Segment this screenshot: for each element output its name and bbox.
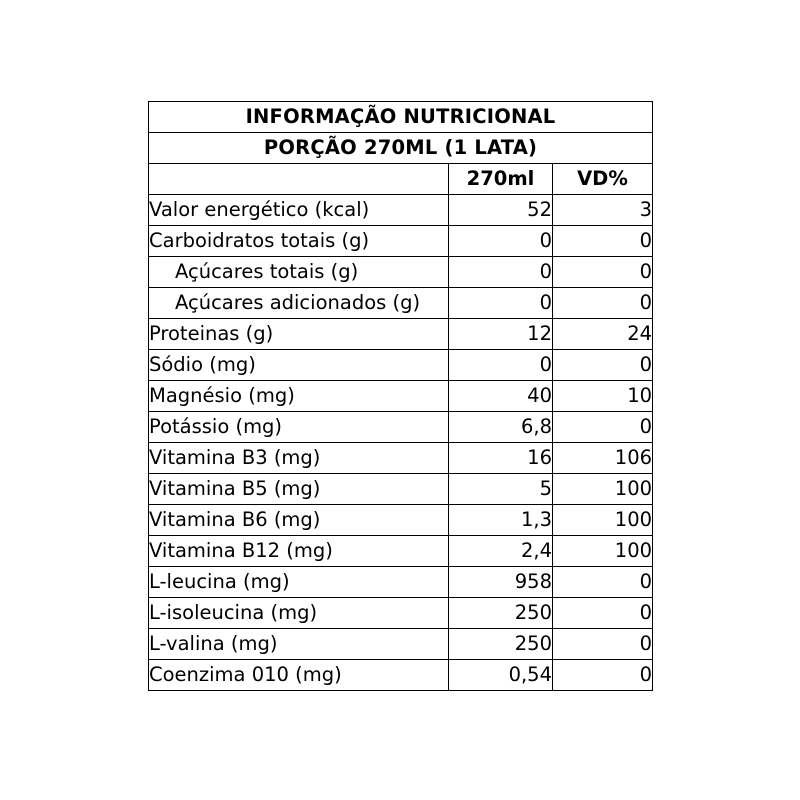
nutrient-label: L-leucina (mg) (149, 567, 449, 598)
nutrient-vd: 0 (553, 257, 653, 288)
nutrient-label: Vitamina B3 (mg) (149, 443, 449, 474)
nutrient-vd: 0 (553, 412, 653, 443)
column-header-amount: 270ml (449, 164, 553, 195)
nutrient-vd: 0 (553, 350, 653, 381)
nutrient-vd: 10 (553, 381, 653, 412)
nutrient-label: Potássio (mg) (149, 412, 449, 443)
table-row (149, 443, 653, 474)
table-serving-row (149, 133, 653, 164)
table-row (149, 567, 653, 598)
table-row (149, 288, 653, 319)
nutrient-amount: 40 (449, 381, 553, 412)
table-row (149, 381, 653, 412)
column-header-vd: VD% (553, 164, 653, 195)
nutrient-label: Carboidratos totais (g) (149, 226, 449, 257)
nutrient-vd: 0 (553, 629, 653, 660)
nutrient-vd: 100 (553, 505, 653, 536)
nutrient-amount: 0 (449, 257, 553, 288)
nutrition-facts-panel (148, 101, 652, 691)
table-row (149, 350, 653, 381)
nutrient-amount: 250 (449, 629, 553, 660)
serving-size: PORÇÃO 270ML (1 LATA) (149, 133, 653, 164)
nutrient-amount: 0,54 (449, 660, 553, 691)
nutrient-amount: 52 (449, 195, 553, 226)
nutrient-vd: 0 (553, 226, 653, 257)
nutrient-label: Vitamina B5 (mg) (149, 474, 449, 505)
nutrient-label: L-valina (mg) (149, 629, 449, 660)
nutrient-amount: 16 (449, 443, 553, 474)
nutrient-label: Açúcares totais (g) (149, 257, 449, 288)
table-header-row (149, 164, 653, 195)
nutrient-amount: 5 (449, 474, 553, 505)
nutrient-label: Proteinas (g) (149, 319, 449, 350)
nutrient-label: Vitamina B12 (mg) (149, 536, 449, 567)
nutrient-label: Valor energético (kcal) (149, 195, 449, 226)
nutrient-label: Açúcares adicionados (g) (149, 288, 449, 319)
nutrient-vd: 100 (553, 474, 653, 505)
nutrient-amount: 0 (449, 350, 553, 381)
nutrient-amount: 0 (449, 288, 553, 319)
table-row (149, 257, 653, 288)
nutrient-vd: 24 (553, 319, 653, 350)
table-title: INFORMAÇÃO NUTRICIONAL (149, 102, 653, 133)
table-row (149, 598, 653, 629)
table-row (149, 660, 653, 691)
nutrient-amount: 0 (449, 226, 553, 257)
nutrient-label: Sódio (mg) (149, 350, 449, 381)
nutrient-amount: 2,4 (449, 536, 553, 567)
nutrient-vd: 0 (553, 288, 653, 319)
nutrient-label: Vitamina B6 (mg) (149, 505, 449, 536)
table-title-row (149, 102, 653, 133)
nutrition-facts-table (148, 101, 653, 691)
nutrient-label: L-isoleucina (mg) (149, 598, 449, 629)
nutrient-vd: 3 (553, 195, 653, 226)
column-header-nutrient (149, 164, 449, 195)
table-row (149, 629, 653, 660)
nutrient-amount: 12 (449, 319, 553, 350)
table-body (149, 102, 653, 691)
nutrient-vd: 0 (553, 660, 653, 691)
nutrient-vd: 106 (553, 443, 653, 474)
nutrient-amount: 6,8 (449, 412, 553, 443)
table-row (149, 195, 653, 226)
table-row (149, 319, 653, 350)
nutrient-vd: 100 (553, 536, 653, 567)
nutrient-label: Magnésio (mg) (149, 381, 449, 412)
table-row (149, 474, 653, 505)
nutrient-amount: 958 (449, 567, 553, 598)
table-row (149, 536, 653, 567)
table-row (149, 412, 653, 443)
nutrient-amount: 250 (449, 598, 553, 629)
nutrient-vd: 0 (553, 598, 653, 629)
nutrient-vd: 0 (553, 567, 653, 598)
table-row (149, 505, 653, 536)
nutrient-amount: 1,3 (449, 505, 553, 536)
nutrient-label: Coenzima 010 (mg) (149, 660, 449, 691)
table-row (149, 226, 653, 257)
